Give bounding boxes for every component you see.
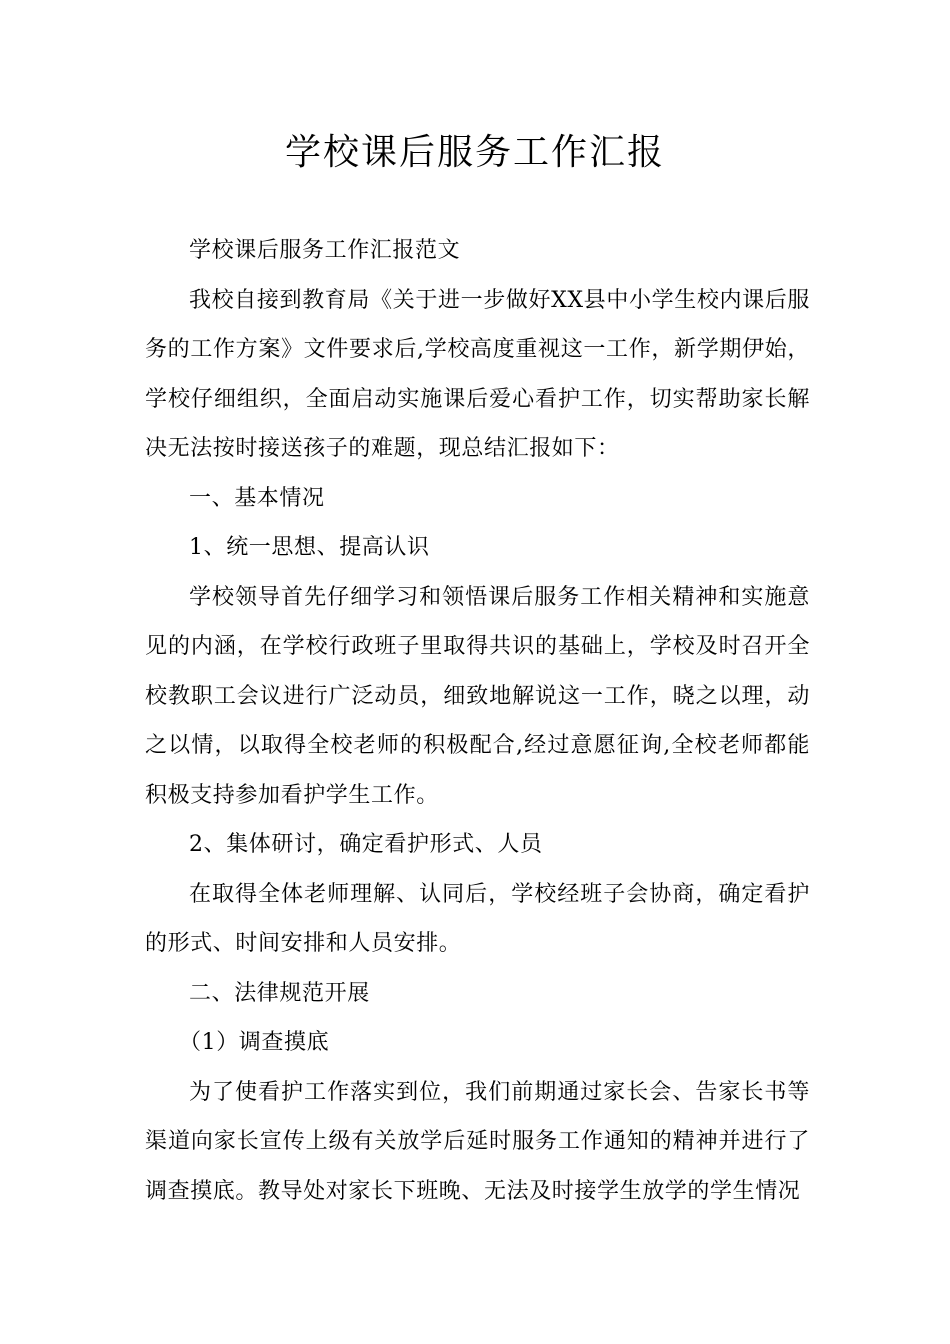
heading-basic-situation: 一、基本情况 bbox=[189, 485, 325, 511]
paragraph-intro: 我校自接到教育局《关于进一步做好XX县中小学生校内课后服务的工作方案》文件要求后,学校高度重视这一工作，新学期伊始，学校仔细组织，全面启动实施课后爱心看护工作，切实帮助家长解决无法按时接送孩子的难题，现总结汇报如下： bbox=[145, 287, 810, 461]
paragraph-survey: 为了使看护工作落实到位，我们前期通过家长会、告家长书等渠道向家长宣传上级有关放学后延时服务工作通知的精神并进行了调查摸底。教导处对家长下班晚、无法及时接学生放学的学生情况 bbox=[145, 1079, 810, 1204]
paragraph-leadership: 学校领导首先仔细学习和领悟课后服务工作相关精神和实施意见的内涵，在学校行政班子里取得共识的基础上，学校及时召开全校教职工会议进行广泛动员，细致地解说这一工作，晓之以理，动之以情，以取得全校老师的积极配合,经过意愿征询,全校老师都能积极支持参加看护学生工作。 bbox=[145, 584, 810, 808]
subheading-survey: （1）调查摸底 bbox=[179, 1030, 330, 1055]
subheading-unify-thinking: 1、统一思想、提高认识 bbox=[189, 535, 430, 560]
paragraph-arrangement: 在取得全体老师理解、认同后，学校经班子会协商，确定看护的形式、时间安排和人员安排。 bbox=[145, 881, 810, 956]
heading-regulated-development: 二、法律规范开展 bbox=[189, 980, 370, 1006]
document-body bbox=[145, 226, 810, 1216]
subheading-collective-discussion: 2、集体研讨，确定看护形式、人员 bbox=[189, 832, 543, 857]
document-title: 学校课后服务工作汇报 bbox=[284, 132, 665, 173]
paragraph-subtitle: 学校课后服务工作汇报范文 bbox=[189, 238, 461, 263]
